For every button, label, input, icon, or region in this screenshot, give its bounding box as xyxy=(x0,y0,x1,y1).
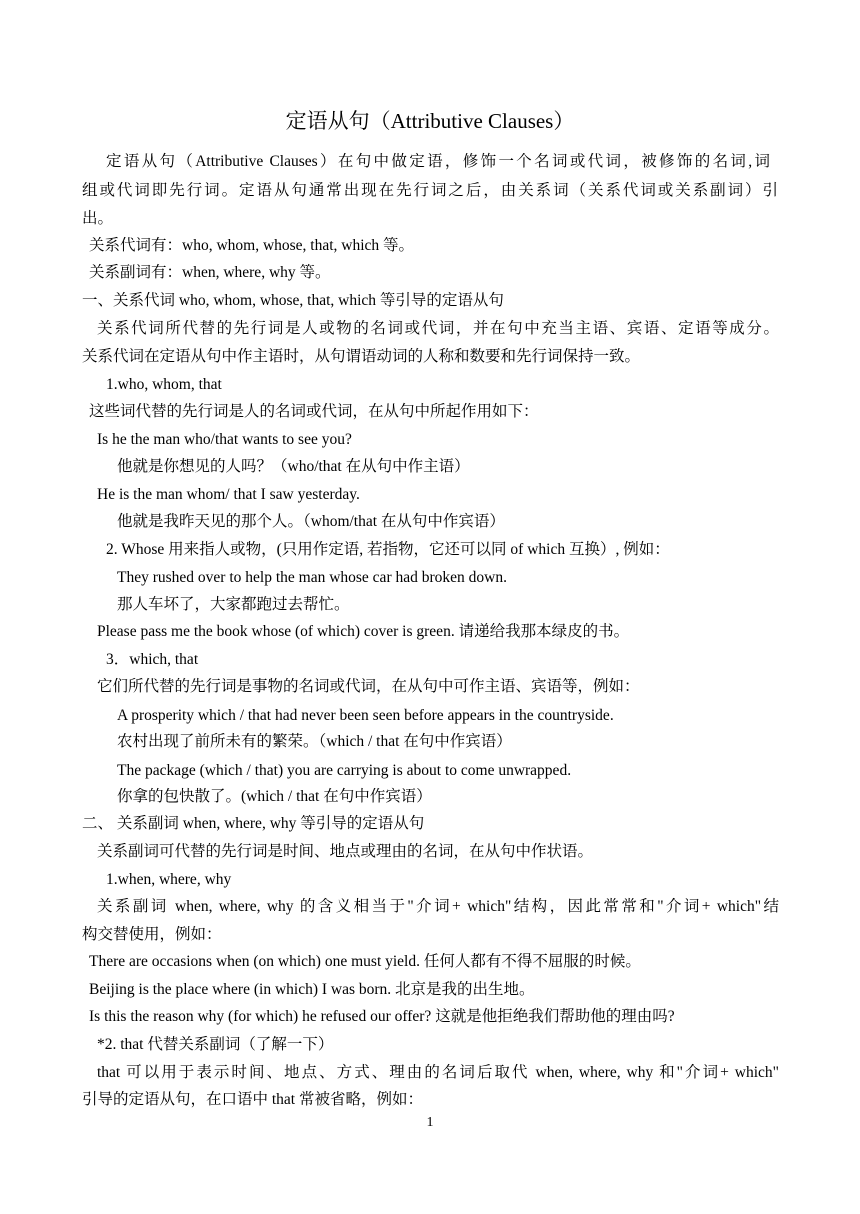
example-sentence: Is he the man who/that wants to see you? xyxy=(97,431,352,448)
paragraph-line: 它们所代替的先行词是事物的名词或代词，在从句中可作主语、宾语等，例如： xyxy=(97,678,640,695)
example-sentence: They rushed over to help the man whose car had broken down. xyxy=(117,569,507,586)
subheading: 2. Whose 用来指人或物，(只用作定语, 若指物，它还可以同 of which 互换）, 例如： xyxy=(106,541,670,558)
example-translation: 你拿的包快散了。(which / that 在句中作宾语） xyxy=(117,788,432,805)
document-title: 定语从句（Attributive Clauses） xyxy=(285,109,575,133)
paragraph-line: 关系代词所代替的先行词是人或物的名词或代词，并在句中充当主语、宾语、定语等成分。 xyxy=(97,320,779,337)
paragraph-line: 关系副词可代替的先行词是时间、地点或理由的名词，在从句中作状语。 xyxy=(97,843,594,860)
example-sentence: There are occasions when (on which) one must yield. 任何人都有不得不屈服的时候。 xyxy=(89,953,641,970)
paragraph-line: 组或代词即先行词。定语从句通常出现在先行词之后，由关系词（关系代词或关系副词）引 xyxy=(82,182,778,199)
example-sentence: Please pass me the book whose (of which) cover is green. 请递给我那本绿皮的书。 xyxy=(97,623,630,640)
example-translation: 他就是我昨天见的那个人。（whom/that 在从句中作宾语） xyxy=(117,513,505,530)
paragraph-line: 出。 xyxy=(82,210,114,227)
example-translation: 那人车坏了，大家都跑过去帮忙。 xyxy=(117,596,350,613)
example-sentence: The package (which / that) you are carrying is about to come unwrapped. xyxy=(117,762,572,779)
paragraph-line: 关系副词有：when, where, why 等。 xyxy=(89,264,331,281)
example-translation: 农村出现了前所未有的繁荣。（which / that 在句中作宾语） xyxy=(117,733,512,750)
section-heading: 一、关系代词 who, whom, whose, that, which 等引导的定语从句 xyxy=(82,292,504,309)
subheading: 3．which, that xyxy=(106,651,199,668)
section-heading: 二、 关系副词 when, where, why 等引导的定语从句 xyxy=(82,815,425,832)
subheading: *2. that 代替关系副词（了解一下） xyxy=(97,1036,334,1053)
subheading: 1.who, whom, that xyxy=(106,376,222,393)
example-sentence: He is the man whom/ that I saw yesterday. xyxy=(97,486,360,503)
paragraph-line: 定语从句（Attributive Clauses）在句中做定语，修饰一个名词或代词，被修饰的名词,词 xyxy=(106,153,770,170)
subheading: 1.when, where, why xyxy=(106,871,232,888)
paragraph-line: 这些词代替的先行词是人的名词或代词，在从句中所起作用如下： xyxy=(89,403,539,420)
example-sentence: Beijing is the place where (in which) I was born. 北京是我的出生地。 xyxy=(89,981,535,998)
paragraph-line: 引导的定语从句，在口语中 that 常被省略，例如： xyxy=(82,1091,423,1108)
paragraph-line: that 可以用于表示时间、地点、方式、理由的名词后取代 when, where, why 和"介词+ which" xyxy=(97,1064,779,1081)
example-sentence: Is this the reason why (for which) he refused our offer? 这就是他拒绝我们帮助他的理由吗? xyxy=(89,1008,675,1025)
page-number: 1 xyxy=(426,1115,434,1130)
example-sentence: A prosperity which / that had never been seen before appears in the countryside. xyxy=(117,707,614,724)
example-translation: 他就是你想见的人吗？（who/that 在从句中作主语） xyxy=(117,458,470,475)
paragraph-line: 关系代词有：who, whom, whose, that, which 等。 xyxy=(89,237,415,254)
paragraph-line: 关系代词在定语从句中作主语时，从句谓语动词的人称和数要和先行词保持一致。 xyxy=(82,348,641,365)
paragraph-line: 关系副词 when, where, why 的含义相当于"介词+ which"结构，因此常常和"介词+ which"结 xyxy=(97,898,779,915)
paragraph-line: 构交替使用，例如： xyxy=(82,926,222,943)
